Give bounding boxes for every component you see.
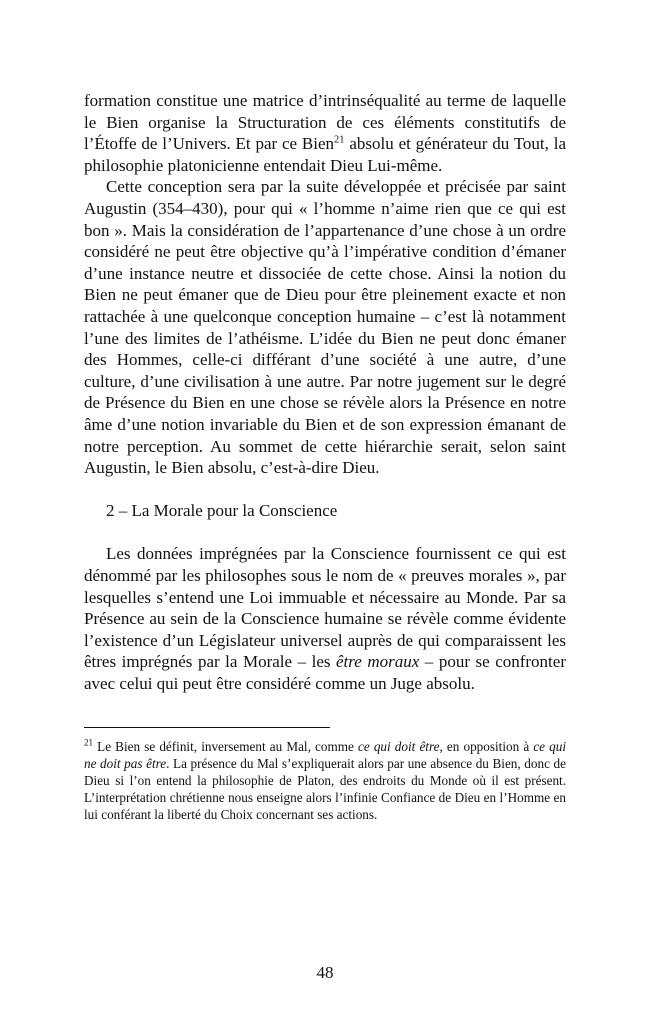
footnote — [84, 738, 566, 824]
footnote-text-c: . La présence du Mal s’expliquerait alors par une absence du Bien, donc de Dieu si l’on entend la philosophie de Platon, des endroits du Monde où il est présent. L’interprétation chrétienne nous enseigne alors l’infinie Confiance de Dieu en l’Homme en lui conférant la liberté du Choix concernant ses actions. — [84, 755, 566, 823]
footnote-text-a: Le Bien se définit, inversement au Mal, comme — [93, 738, 358, 754]
paragraph-3-emphasis: être moraux — [336, 652, 420, 672]
footnote-reference[interactable]: 21 — [334, 134, 345, 146]
footnote-emphasis-b: ce qui ne doit pas être — [84, 738, 567, 771]
paragraph-3 — [84, 543, 566, 694]
section-heading: 2 – La Morale pour la Conscience — [106, 501, 338, 521]
footnote-text-b: , en opposition à — [439, 738, 534, 754]
paragraph-3-text-a: Les données imprégnées par la Conscience fournissent ce qui est dénommé par les philosophes sous le nom de « preuves morales », par lesquelles s’entend une Loi immuable et nécessaire au Monde. Par sa Présence au sein de la Conscience humaine se révèle comme évidente l’existence d’un Législateur universel auprès de qui comparaissent les êtres imprégnés par la Morale – les — [84, 544, 566, 672]
paragraph-3-text-b: – pour se confronter avec celui qui peut être considéré comme un Juge absolu. — [84, 652, 566, 694]
page-content — [84, 90, 566, 824]
paragraph-1-text-b: absolu et générateur du Tout, la philosophie platonicienne entendait Dieu Lui-même. — [84, 134, 566, 175]
paragraph-1 — [84, 90, 566, 176]
footnote-separator — [84, 727, 330, 728]
paragraph-1-text-a: formation constitue une matrice d’intrinséqualité au terme de laquelle le Bien organise la Structuration de ces éléments constitutifs de l’Étoffe de l’Univers. Et par ce Bien — [84, 91, 566, 154]
body-text — [84, 90, 566, 695]
paragraph-2: Cette conception sera par la suite développée et précisée par saint Augustin (354–430), pour qui « l’homme n’aime rien que ce qui est bon ». Mais la considération de l’appartenance d’une chose à un ordre considéré ne peut être objective qu’à l’impérative condition d’émaner d’une instance neutre et dissociée de cette chose. Ainsi la notion du Bien ne peut émaner que de Dieu pour être pleinement exacte et non rattachée à une quelconque conception humaine – c’est là notamment l’une des limites de l’athéisme. L’idée du Bien ne peut donc émaner des Hommes, celle-ci différant d’une société à une autre, d’une culture, d’une civilisation à une autre. Par notre jugement sur le degré de Présence du Bien en une chose se révèle alors la Présence en notre âme d’une notion invariable du Bien et de son expression émanant de notre perception. Au sommet de cette hiérarchie serait, selon saint Augustin, le Bien absolu, c’est-à-dire Dieu. — [84, 177, 566, 478]
footnote-emphasis-a: ce qui doit être — [357, 738, 440, 754]
footnote-number: 21 — [84, 737, 93, 748]
page-number: 48 — [316, 963, 334, 982]
